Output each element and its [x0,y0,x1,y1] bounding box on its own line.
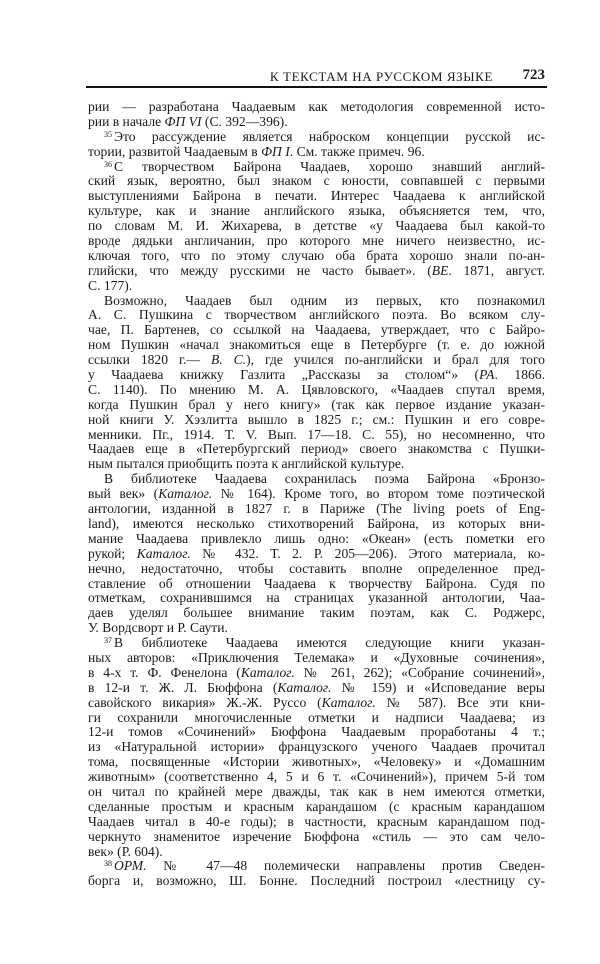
text-segment: век» (Р. 604). [88,843,163,859]
text-line [88,547,545,562]
text-line [88,562,545,577]
text-segment: № 261, 262); «Собрание сочинений», [294,664,545,680]
text-segment: С. 177). [88,277,133,293]
text-line [88,160,545,175]
text-line [88,323,545,338]
text-line [88,755,545,770]
text-segment: рии — разработана Чаадаевым как методология современной исто- [88,99,545,114]
text-segment: С творчеством Байрона Чаадаев, хорошо знавший англий- [114,158,545,174]
italic-reference: Каталог. [136,545,191,561]
text-segment: культуре, как и знание английского языка, объясняется тем, что, [88,203,545,219]
text-line [88,204,545,219]
text-line [88,338,545,353]
text-segment: ставление об отношении Чаадаева к творчеству Байрона. Судя по [88,575,545,591]
text-line [88,368,545,383]
text-segment: он читал по крайней мере дважды, так как в нем имеются отметки, [88,783,545,799]
text-line [88,353,545,368]
page-body-text [88,100,545,889]
text-line [88,457,545,472]
italic-reference: Каталог. [158,486,213,502]
text-segment: когда Пушкин брал у него книгу» (так как первое издание указан- [88,396,545,412]
text-segment: рукой; [88,545,137,561]
italic-reference: ФП VI [164,113,202,129]
text-segment: животным» (соответственно 4, 5 и 6 т. «Сочинений»), причем 5-й том [88,769,545,785]
footnote-number: 37 [104,636,112,646]
text-segment: С. 1140). По мнению М. А. Цявловского, «Чаадаев спутал время, [88,381,545,397]
text-segment: ссылки 1820 г.— [88,352,211,368]
text-segment: № 432. Т. 2. Р. 205—206). Этого материала, ко- [190,545,545,561]
text-line [88,770,545,785]
text-line [88,696,545,711]
text-line [88,517,545,532]
text-line [88,472,545,487]
text-line [88,502,545,517]
text-segment: ), где учился по-английски и брал для того [246,352,545,368]
text-line [88,383,545,398]
text-segment: № 164). Кроме того, во втором томе поэтической [212,486,545,502]
text-segment: Чаадаев читал в 40-е годы); в частности, красным карандашом под- [88,813,545,829]
footnote-number: 38 [104,859,112,869]
text-line [88,428,545,443]
text-segment: А. С. Пушкина с творчеством английского поэта. Во всяком слу- [88,307,545,323]
text-line [88,591,545,606]
text-line [88,219,545,234]
text-line [88,666,545,681]
text-line [88,294,545,309]
text-line [88,532,545,547]
text-segment: у Чаадаева книжку Газлита „Рассказы за столом“» ( [88,367,480,383]
text-segment: даев уделял большее внимание таким поэтам, как С. Роджерс, [88,605,545,621]
text-line [88,577,545,592]
text-segment: выступлениями Байрона в печати. Интерес Чаадаева к английской [88,188,545,204]
text-segment: сделанные простым и красным карандашом (с красным карандашом [88,798,545,814]
text-segment: рии в начале [88,113,165,129]
text-line [88,681,545,696]
text-segment: . 1866. [494,367,545,383]
text-line [88,174,545,189]
text-segment: В библиотеке Чаадаева сохранилась поэма Байрона «Бронзо- [104,471,545,487]
header-rule [86,86,547,88]
text-line [88,874,545,889]
text-segment: борга и, возможно, Ш. Бонне. Последний построил «лестницу су- [88,873,545,889]
text-line [88,859,545,874]
text-segment: чае, П. Бартенев, со ссылкой на Чаадаева, утверждает, что с Байро- [88,322,545,338]
text-line [88,487,545,502]
text-segment: по словам М. И. Жихарева, в детстве «у Чаадаева был какой-то [88,218,545,234]
text-line [88,130,545,145]
text-segment: в 4-х т. Ф. Фенелона ( [88,664,241,680]
text-segment: Возможно, Чаадаев был одним из первых, кто познакомил [104,292,545,308]
text-line [88,100,545,115]
italic-reference: ОРМ. [114,858,147,874]
text-segment: Чаадаев еще в «Петербургский период» своего знакомства с Пушки- [88,441,545,457]
text-line [88,800,545,815]
text-segment: . 1871, август. [448,262,545,278]
text-segment: черкнуто знаменитое изречение Бюффона «стиль — это сам чело- [88,828,545,844]
text-segment: (С. 392—396). [201,113,288,129]
text-line [88,398,545,413]
text-line [88,636,545,651]
text-line [88,145,545,160]
italic-reference: В. С. [210,352,247,368]
text-line [88,725,545,740]
italic-reference: ФП I [261,143,290,159]
text-segment: В библиотеке Чаадаева имеются следующие книги указан- [114,635,545,651]
text-segment: 12-и томов «Сочинений» Бюффона Чаадаевым проработаны 4 т.; [88,724,545,740]
italic-reference: Каталог. [240,664,295,680]
text-segment: ным пытался приобщить поэта к английской культуре. [88,456,405,472]
italic-reference: ВЕ [431,262,449,278]
text-segment: вроде дядьки англичанин, про которого мне ничего неизвестно, ис- [88,233,545,249]
text-segment: менники. Пг., 1914. Т. V. Вып. 17—18. С. 55), но несомненно, что [88,426,545,442]
text-line [88,830,545,845]
text-line [88,264,545,279]
footnote-number: 35 [104,129,112,139]
text-line [88,279,545,294]
text-segment: № 587). Все эти кни- [375,694,545,710]
footnote-number: 36 [104,159,112,169]
text-line [88,711,545,726]
text-line [88,815,545,830]
page-number: 723 [522,67,545,83]
text-line [88,308,545,323]
italic-reference: Каталог. [277,679,332,695]
text-line [88,621,545,636]
text-segment: нечно, недостаточно, чтобы составить вполне определенное пред- [88,560,545,576]
text-line [88,606,545,621]
italic-reference: РА [479,367,495,383]
text-line [88,845,545,860]
running-header [88,66,545,86]
text-line [88,413,545,428]
text-line [88,442,545,457]
text-line [88,740,545,755]
text-line [88,115,545,130]
text-segment: ных авторов: «Приключения Телемака» и «Духовные сочинения», [88,649,545,665]
text-segment: . См. также примеч. 96. [289,143,425,159]
running-title: К ТЕКСТАМ НА РУССКОМ ЯЗЫКЕ [269,69,493,84]
text-segment: тома, посвященные «Истории животных», «Человеку» и «Домашним [88,754,545,770]
text-line [88,249,545,264]
text-segment: глийски, что между русскими не часто бывает». ( [88,262,432,278]
italic-reference: Каталог. [321,694,376,710]
text-line [88,234,545,249]
text-segment: из «Натуральной истории» французского ученого Чаадаев прочитал [88,739,545,755]
text-segment: ский язык, вероятно, был знаком с юности, совпавшей с первыми [88,173,545,189]
text-segment: ной книги У. Хэзлитта вышло в 1825 г.; см.: Пушкин и его совре- [88,411,545,427]
text-segment: № 47—48 полемически направлены против Сведен- [146,858,545,874]
text-segment: в 12-и т. Ж. Л. Бюффона ( [88,679,278,695]
text-line [88,785,545,800]
text-segment: У. Вордсворт и Р. Саути. [88,620,228,636]
text-segment: ключая того, что по этому случаю оба брата хорошо знали по-ан- [88,247,545,263]
text-segment: мание Чаадаева привлекло лишь одно: «Океан» (есть пометки его [88,530,545,546]
text-segment: савойского викария» Ж.-Ж. Руссо ( [88,694,322,710]
text-segment: отметкам, сохранившимся на страницах указанной антологии, Чаа- [88,590,545,606]
text-segment: антологии, изданной в 1827 г. в Париже (The living poets of Eng- [88,501,545,517]
text-segment: ги сохранили многочисленные отметки и надписи Чаадаева; из [88,709,545,725]
text-segment: Это рассуждение является наброском концепции русской ис- [114,128,545,144]
text-segment: ном Пушкин «начал знакомиться еще в Петербурге (т. е. до южной [88,337,545,353]
text-segment: № 159) и «Исповедание веры [331,679,545,695]
text-line [88,189,545,204]
text-segment: тории, развитой Чаадаевым в [88,143,262,159]
text-segment: land), имеются несколько стихотворений Байрона, из которых вни- [88,515,545,531]
text-line [88,651,545,666]
text-segment: вый век» ( [88,486,159,502]
